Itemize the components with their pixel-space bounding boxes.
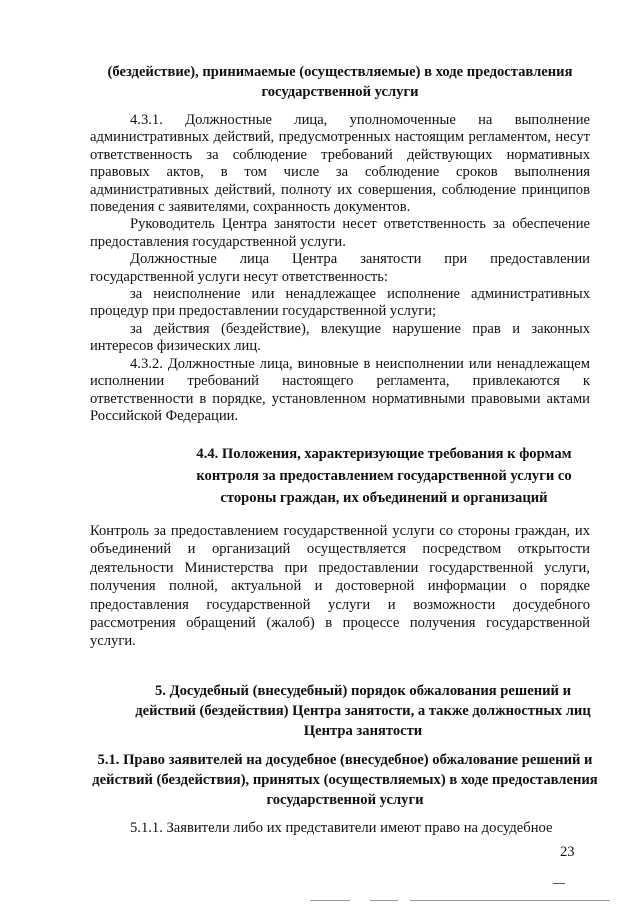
heading-text: (бездействие), принимаемые (осуществляемые) в ходе предоставления государственной услуги: [107, 64, 573, 100]
paragraph-5-1-1: 5.1.1. Заявители либо их представители имеют право на досудебное: [130, 820, 553, 836]
section-4-3-body: [90, 112, 590, 425]
scan-mark: [310, 900, 350, 901]
paragraph-4-3-2: 4.3.2. Должностные лица, виновные в неисполнении или ненадлежащем исполнении требований настоящего регламента, привлекаются к ответственности в порядке, установленном нормативными правовыми актами Российской Федерации.: [90, 355, 590, 424]
heading-5-text: 5. Досудебный (внесудебный) порядок обжалования решений и действий (бездействия) Центра занятости, а также должностных лиц Центра занятости: [135, 683, 591, 739]
paragraph-head-responsibility: Руководитель Центра занятости несет ответственность за обеспечение предоставления государственной услуги.: [90, 216, 590, 250]
heading-4-4-text: 4.4. Положения, характеризующие требования к формам контроля за предоставлением государственной услуги со стороны граждан, их объединений и организаций: [196, 446, 572, 506]
section-5-1-body: [90, 820, 590, 837]
paragraph-actions: за действия (бездействие), влекущие нарушение прав и законных интересов физических лиц.: [90, 320, 590, 355]
page-number: 23: [560, 844, 575, 860]
paragraph-officials: Должностные лица Центра занятости при предоставлении государственной услуги несут ответственность:: [90, 251, 590, 285]
section-heading-5-1: [90, 750, 600, 810]
paragraph-4-3-1: 4.3.1. Должностные лица, уполномоченные на выполнение административных действий, предусмотренных настоящим регламентом, несут ответственность за соблюдение требований действующих нормативных правовых актов, в том числе за соблюдение сроков выполнения административных действий, полноту их совершения, соблюдение принципов поведения с заявителями, сохранность документов.: [90, 112, 590, 216]
section-heading-4-4: [168, 443, 600, 509]
scan-mark: [553, 883, 565, 884]
paragraph-control: Контроль за предоставлением государственной услуги со стороны граждан, их объединений и организаций осуществляется посредством открытости деятельности Министерства при предоставлении государственной услуги, получения полной, актуальной и достоверной информации о порядке предоставления государственной услуги и возможности досудебного рассмотрения обращений (жалоб) в процессе получения государственной услуги.: [90, 523, 590, 650]
heading-5-1-text: 5.1. Право заявителей на досудебное (внесудебное) обжалование решений и действий (бездействия), принятых (осуществляемых) в ходе предоставления государственной услуги: [92, 752, 598, 808]
scan-mark: [410, 900, 610, 901]
paragraph-failure: за неисполнение или ненадлежащее исполнение административных процедур при предоставлении государственной услуги;: [90, 286, 590, 320]
scan-mark: [370, 900, 398, 901]
section-4-4-body: [90, 522, 590, 651]
section-heading-top: [95, 62, 585, 102]
section-heading-5: [128, 681, 598, 741]
